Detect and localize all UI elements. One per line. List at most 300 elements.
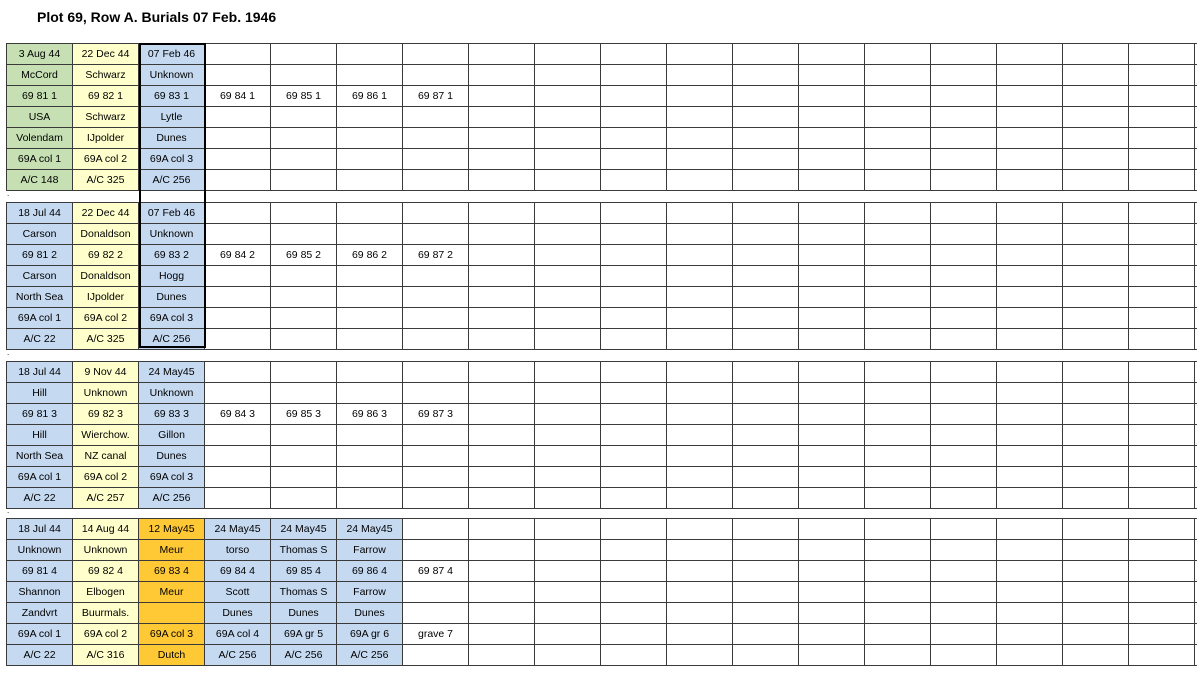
table-cell (667, 245, 733, 266)
table-cell (1063, 561, 1129, 582)
table-cell: 24 May45 (271, 519, 337, 540)
table-cell (535, 86, 601, 107)
table-cell (733, 404, 799, 425)
table-cell (1129, 446, 1195, 467)
table-row (7, 245, 1197, 266)
table-cell: 9 Nov 44 (73, 362, 139, 383)
table-cell (997, 149, 1063, 170)
table-cell: A/C 316 (73, 645, 139, 666)
table-cell: Schwarz (73, 65, 139, 86)
table-cell: Carson (7, 266, 73, 287)
table-cell (733, 86, 799, 107)
table-cell (1129, 287, 1195, 308)
table-cell (997, 65, 1063, 86)
table-cell (469, 582, 535, 603)
table-cell (799, 446, 865, 467)
table-cell: Thomas S (271, 540, 337, 561)
table-cell (865, 170, 931, 191)
table-cell (337, 329, 403, 350)
table-cell (931, 404, 997, 425)
table-cell (997, 170, 1063, 191)
table-cell (667, 308, 733, 329)
table-cell: 69A col 3 (139, 624, 205, 645)
table-cell (733, 383, 799, 404)
table-cell (1063, 603, 1129, 624)
table-cell (931, 86, 997, 107)
table-cell (535, 446, 601, 467)
table-cell (271, 467, 337, 488)
table-cell (1129, 203, 1195, 224)
table-cell: 69 82 4 (73, 561, 139, 582)
table-cell: 69 85 3 (271, 404, 337, 425)
table-cell: Dunes (139, 287, 205, 308)
table-cell (601, 128, 667, 149)
table-cell (997, 128, 1063, 149)
table-row (7, 107, 1197, 128)
table-cell (403, 582, 469, 603)
table-cell: 69 81 4 (7, 561, 73, 582)
table-row (7, 383, 1197, 404)
table-cell (337, 65, 403, 86)
table-cell (271, 65, 337, 86)
table-cell: Unknown (7, 540, 73, 561)
table-cell (403, 645, 469, 666)
table-cell (403, 128, 469, 149)
table-cell (337, 149, 403, 170)
table-cell (667, 128, 733, 149)
table-cell (535, 224, 601, 245)
table-cell: IJpolder (73, 128, 139, 149)
table-cell (1063, 107, 1129, 128)
table-cell: 69 87 3 (403, 404, 469, 425)
table-cell (1063, 467, 1129, 488)
table-cell (733, 203, 799, 224)
table-cell: McCord (7, 65, 73, 86)
table-cell (667, 425, 733, 446)
table-cell (403, 203, 469, 224)
table-cell (601, 624, 667, 645)
table-cell (799, 540, 865, 561)
table-cell (271, 149, 337, 170)
table-cell (271, 488, 337, 509)
table-cell (205, 128, 271, 149)
table-cell: Schwarz (73, 107, 139, 128)
table-cell (1129, 308, 1195, 329)
table-cell (799, 245, 865, 266)
table-cell (205, 224, 271, 245)
table-cell: Wierchow. (73, 425, 139, 446)
table-cell (931, 603, 997, 624)
table-cell (865, 519, 931, 540)
table-cell (337, 44, 403, 65)
table-cell: A/C 22 (7, 488, 73, 509)
table-cell (799, 149, 865, 170)
table-cell (337, 446, 403, 467)
table-cell (997, 645, 1063, 666)
table-cell (205, 149, 271, 170)
table-cell: A/C 325 (73, 329, 139, 350)
table-cell (139, 603, 205, 624)
table-cell (205, 107, 271, 128)
table-cell (733, 519, 799, 540)
table-cell (469, 266, 535, 287)
table-cell: Farrow (337, 540, 403, 561)
table-cell (469, 467, 535, 488)
table-cell: 69 82 1 (73, 86, 139, 107)
table-cell: torso (205, 540, 271, 561)
table-cell: Unknown (73, 383, 139, 404)
table-cell (535, 170, 601, 191)
table-cell (403, 362, 469, 383)
table-cell (667, 107, 733, 128)
table-row (7, 362, 1197, 383)
table-cell (337, 362, 403, 383)
table-cell: 69 87 4 (403, 561, 469, 582)
table-cell (1063, 266, 1129, 287)
table-cell (799, 519, 865, 540)
table-cell: 69A col 3 (139, 308, 205, 329)
table-cell (469, 149, 535, 170)
table-cell (205, 488, 271, 509)
page-title: Plot 69, Row A. Burials 07 Feb. 1946 (37, 9, 277, 25)
table-cell (469, 65, 535, 86)
table-cell (997, 329, 1063, 350)
table-cell (535, 624, 601, 645)
table-cell (1129, 86, 1195, 107)
table-cell (667, 540, 733, 561)
table-cell (601, 329, 667, 350)
table-cell (865, 488, 931, 509)
table-cell (1063, 308, 1129, 329)
table-cell (205, 308, 271, 329)
table-row (7, 203, 1197, 224)
table-cell (865, 266, 931, 287)
table-cell (469, 128, 535, 149)
table-cell (469, 488, 535, 509)
table-cell (931, 107, 997, 128)
table-cell (733, 425, 799, 446)
table-cell (799, 170, 865, 191)
table-cell (601, 645, 667, 666)
table-cell (1063, 645, 1129, 666)
table-cell: 69A col 1 (7, 467, 73, 488)
table-cell: 24 May45 (139, 362, 205, 383)
plot-block (6, 518, 1197, 666)
table-cell: 3 Aug 44 (7, 44, 73, 65)
table-cell (403, 519, 469, 540)
table-cell (535, 362, 601, 383)
table-cell (601, 149, 667, 170)
table-cell (733, 308, 799, 329)
table-row (7, 519, 1197, 540)
table-cell (799, 44, 865, 65)
table-row (7, 128, 1197, 149)
table-cell (1129, 582, 1195, 603)
table-cell (1063, 540, 1129, 561)
table-cell: Lytle (139, 107, 205, 128)
table-cell (997, 86, 1063, 107)
table-cell: Hogg (139, 266, 205, 287)
table-cell (1063, 425, 1129, 446)
table-cell: Unknown (73, 540, 139, 561)
table-cell (535, 645, 601, 666)
table-cell: North Sea (7, 287, 73, 308)
table-cell: 69 84 2 (205, 245, 271, 266)
table-cell (469, 624, 535, 645)
table-cell: 69A col 1 (7, 149, 73, 170)
table-cell (1129, 65, 1195, 86)
table-cell (667, 44, 733, 65)
table-cell (1129, 149, 1195, 170)
table-cell: 69A col 2 (73, 149, 139, 170)
table-cell: A/C 256 (337, 645, 403, 666)
table-cell (469, 540, 535, 561)
table-cell (337, 128, 403, 149)
table-cell (733, 44, 799, 65)
table-cell: Thomas S (271, 582, 337, 603)
table-cell (271, 266, 337, 287)
table-cell (931, 329, 997, 350)
table-cell (1129, 624, 1195, 645)
table-cell (271, 425, 337, 446)
table-cell (997, 404, 1063, 425)
table-cell (205, 287, 271, 308)
table-cell (997, 446, 1063, 467)
table-cell: 69 82 2 (73, 245, 139, 266)
table-cell (337, 266, 403, 287)
table-cell (1129, 519, 1195, 540)
table-cell: 69 85 2 (271, 245, 337, 266)
table-cell (403, 467, 469, 488)
table-cell (865, 86, 931, 107)
table-cell (271, 44, 337, 65)
table-cell (667, 383, 733, 404)
table-row (7, 287, 1197, 308)
table-cell (1063, 362, 1129, 383)
table-cell (931, 582, 997, 603)
table-cell (799, 561, 865, 582)
table-cell: Zandvrt (7, 603, 73, 624)
block-separator: . (7, 189, 10, 198)
table-cell: 69A col 4 (205, 624, 271, 645)
plot-block (6, 202, 1197, 350)
table-cell (931, 362, 997, 383)
table-cell (931, 170, 997, 191)
table-row (7, 329, 1197, 350)
table-cell (535, 44, 601, 65)
table-cell (931, 467, 997, 488)
table-cell (667, 329, 733, 350)
table-row (7, 645, 1197, 666)
table-cell (469, 308, 535, 329)
table-cell (337, 170, 403, 191)
table-cell (865, 561, 931, 582)
table-cell (337, 308, 403, 329)
table-cell (601, 519, 667, 540)
table-row (7, 446, 1197, 467)
table-cell (1063, 404, 1129, 425)
table-row (7, 65, 1197, 86)
table-cell (469, 425, 535, 446)
table-cell (601, 170, 667, 191)
table-cell: Carson (7, 224, 73, 245)
table-cell (733, 329, 799, 350)
table-cell (535, 287, 601, 308)
table-cell (667, 266, 733, 287)
table-cell (865, 362, 931, 383)
table-cell: 69A gr 5 (271, 624, 337, 645)
table-cell (1129, 383, 1195, 404)
table-cell (535, 329, 601, 350)
table-cell (469, 224, 535, 245)
table-cell: 69 85 4 (271, 561, 337, 582)
table-cell (205, 329, 271, 350)
table-cell: 22 Dec 44 (73, 44, 139, 65)
table-cell (1063, 383, 1129, 404)
table-cell (997, 44, 1063, 65)
table-cell (337, 425, 403, 446)
table-cell: 69 83 1 (139, 86, 205, 107)
table-cell (601, 86, 667, 107)
table-cell (997, 467, 1063, 488)
table-cell: 14 Aug 44 (73, 519, 139, 540)
table-cell: Unknown (139, 224, 205, 245)
table-cell (997, 107, 1063, 128)
table-cell (799, 287, 865, 308)
table-cell (601, 488, 667, 509)
table-cell: Elbogen (73, 582, 139, 603)
table-cell (271, 383, 337, 404)
table-cell (535, 603, 601, 624)
table-row (7, 624, 1197, 645)
table-cell (1063, 488, 1129, 509)
table-cell (1063, 624, 1129, 645)
table-cell (469, 645, 535, 666)
table-cell (601, 65, 667, 86)
table-cell (469, 446, 535, 467)
table-cell (733, 266, 799, 287)
table-cell (733, 128, 799, 149)
table-cell: 69 86 4 (337, 561, 403, 582)
table-cell (997, 561, 1063, 582)
table-cell (337, 467, 403, 488)
table-cell (865, 404, 931, 425)
table-cell (1129, 44, 1195, 65)
table-cell (271, 170, 337, 191)
table-cell (931, 425, 997, 446)
table-cell: 69 87 2 (403, 245, 469, 266)
table-cell (865, 446, 931, 467)
table-cell (997, 425, 1063, 446)
table-cell: A/C 256 (139, 329, 205, 350)
table-cell (535, 540, 601, 561)
table-cell: A/C 256 (205, 645, 271, 666)
table-cell: IJpolder (73, 287, 139, 308)
table-cell: 69A col 2 (73, 308, 139, 329)
table-cell (865, 128, 931, 149)
table-cell: Buurmals. (73, 603, 139, 624)
table-cell (1129, 425, 1195, 446)
table-cell (799, 488, 865, 509)
table-cell (997, 308, 1063, 329)
table-row (7, 224, 1197, 245)
table-row (7, 561, 1197, 582)
table-cell (667, 582, 733, 603)
table-cell (403, 425, 469, 446)
table-cell (403, 329, 469, 350)
table-cell (799, 582, 865, 603)
table-cell (337, 107, 403, 128)
table-cell: 69 84 4 (205, 561, 271, 582)
table-cell (535, 245, 601, 266)
table-cell (403, 446, 469, 467)
table-cell (403, 488, 469, 509)
table-cell (997, 624, 1063, 645)
table-cell (667, 287, 733, 308)
table-cell: Volendam (7, 128, 73, 149)
table-cell (205, 467, 271, 488)
table-cell: Hill (7, 383, 73, 404)
table-cell (205, 425, 271, 446)
table-cell (1129, 488, 1195, 509)
table-cell: 18 Jul 44 (7, 519, 73, 540)
table-cell (931, 446, 997, 467)
table-cell (931, 308, 997, 329)
table-cell (205, 65, 271, 86)
table-cell (667, 362, 733, 383)
table-cell (865, 308, 931, 329)
table-cell: USA (7, 107, 73, 128)
table-cell (799, 362, 865, 383)
table-cell (535, 425, 601, 446)
table-cell (799, 128, 865, 149)
table-cell (601, 383, 667, 404)
table-cell (1063, 128, 1129, 149)
table-cell (865, 645, 931, 666)
table-cell (1063, 329, 1129, 350)
table-cell (535, 65, 601, 86)
table-cell: 69A col 3 (139, 149, 205, 170)
table-cell: Unknown (139, 65, 205, 86)
table-cell (469, 404, 535, 425)
table-cell (733, 488, 799, 509)
table-cell (205, 266, 271, 287)
table-cell: Shannon (7, 582, 73, 603)
table-cell: 69 81 1 (7, 86, 73, 107)
table-cell (271, 287, 337, 308)
table-cell (601, 425, 667, 446)
table-cell: 69 82 3 (73, 404, 139, 425)
table-cell (1129, 645, 1195, 666)
table-cell (997, 488, 1063, 509)
table-cell: A/C 148 (7, 170, 73, 191)
table-cell (667, 149, 733, 170)
table-cell (205, 446, 271, 467)
table-cell: A/C 22 (7, 645, 73, 666)
table-cell: 24 May45 (337, 519, 403, 540)
table-cell (403, 603, 469, 624)
table-cell (535, 383, 601, 404)
table-cell (865, 540, 931, 561)
table-cell (997, 362, 1063, 383)
table-cell (667, 519, 733, 540)
table-cell (469, 170, 535, 191)
table-cell (667, 467, 733, 488)
table-cell (667, 603, 733, 624)
table-row (7, 149, 1197, 170)
table-cell (469, 86, 535, 107)
table-cell (1063, 86, 1129, 107)
